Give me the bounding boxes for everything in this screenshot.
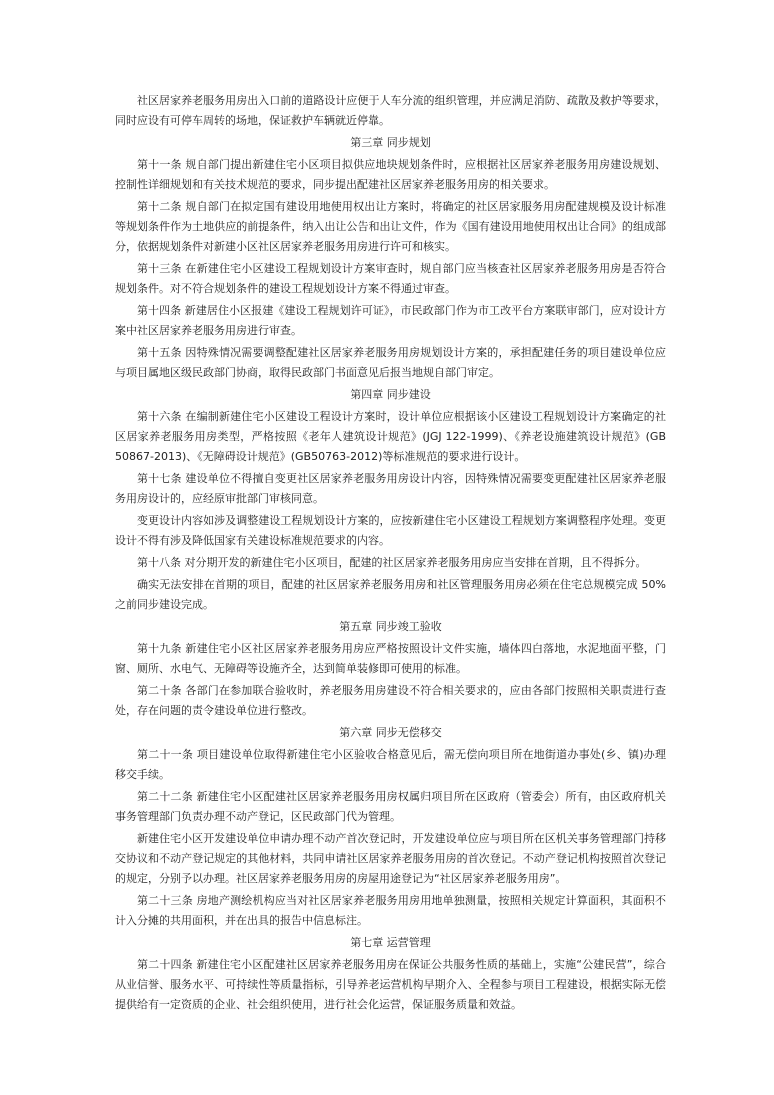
- paragraph: 第十三条 在新建住宅小区建设工程规划设计方案审查时，规自部门应当核查社区居家养老服务用房是否符合规划条件。对不符合规划条件的建设工程规划设计方案不得通过审查。: [115, 262, 666, 295]
- paragraph: 第十七条 建设单位不得擅自变更社区居家养老服务用房设计内容，因特殊情况需要变更配建社区居家养老服务用房设计的，应经原审批部门审核同意。: [115, 472, 666, 505]
- paragraph: 第二十三条 房地产测绘机构应当对社区居家养老服务用房用地单独测量，按照相关规定计算面积，其面积不计入分摊的共用面积，并在出具的报告中信息标注。: [115, 894, 666, 927]
- paragraph: 第十九条 新建住宅小区社区居家养老服务用房应严格按照设计文件实施，墙体四白落地，水泥地面平整，门窗、厕所、水电气、无障碍等设施齐全，达到简单装修即可使用的标准。: [115, 642, 666, 675]
- chapter-heading: 第七章 运营管理: [350, 936, 431, 949]
- paragraph: 第十一条 规自部门提出新建住宅小区项目拟供应地块规划条件时，应根据社区居家养老服务用房建设规划、控制性详细规划和有关技术规范的要求，同步提出配建社区居家养老服务用房的相关要求。: [115, 158, 666, 191]
- paragraph: 第十八条 对分期开发的新建住宅小区项目，配建的社区居家养老服务用房应当安排在首期，且不得拆分。: [137, 556, 647, 569]
- chapter-heading: 第五章 同步竣工验收: [339, 620, 442, 633]
- paragraph: 确实无法安排在首期的项目，配建的社区居家养老服务用房和社区管理服务用房必须在住宅总规模完成 50%之前同步建设完成。: [115, 578, 666, 611]
- paragraph: 社区居家养老服务用房出入口前的道路设计应便于人车分流的组织管理，并应满足消防、疏散及救护等要求，同时应设有可停车周转的场地，保证救护车辆就近停靠。: [115, 94, 666, 127]
- paragraph: 第二十一条 项目建设单位取得新建住宅小区验收合格意见后，需无偿向项目所在地街道办事处(乡、镇)办理移交手续。: [115, 748, 666, 781]
- paragraph: 第二十条 各部门在参加联合验收时，养老服务用房建设不符合相关要求的，应由各部门按照相关职责进行查处，存在问题的责令建设单位进行整改。: [115, 684, 666, 717]
- paragraph: 第十四条 新建居住小区报建《建设工程规划许可证》，市民政部门作为市工改平台方案联审部门，应对设计方案中社区居家养老服务用房进行审查。: [115, 304, 666, 337]
- paragraph: 第十二条 规自部门在拟定国有建设用地使用权出让方案时，将确定的社区居家服务用房配建规模及设计标准等规划条件作为土地供应的前提条件，纳入出让公告和出让文件，作为《国有建设用地使用权出让合同》的组成部分，依据规划条件对新建小区社区居家养老服务用房进行许可和核实。: [115, 200, 666, 253]
- paragraph: 第十六条 在编制新建住宅小区建设工程设计方案时，设计单位应根据该小区建设工程规划设计方案确定的社区居家养老服务用房类型，严格按照《老年人建筑设计规范》(JGJ 122-1999)、《养老设施建筑设计规范》(GB 50867-2013)、《无障碍设计规范》(GB50763-2012)等标准规范的要求进行设计。: [115, 410, 666, 463]
- paragraph: 第二十四条 新建住宅小区配建社区居家养老服务用房在保证公共服务性质的基础上，实施“公建民营”，综合从业信誉、服务水平、可持续性等质量指标，引导养老运营机构早期介入、全程参与项目工程建设，根据实际无偿提供给有一定资质的企业、社会组织使用，进行社会化运营，保证服务质量和效益。: [115, 958, 666, 1011]
- paragraph: 第十五条 因特殊情况需要调整配建社区居家养老服务用房规划设计方案的，承担配建任务的项目建设单位应与项目属地区级民政部门协商，取得民政部门书面意见后报当地规自部门审定。: [115, 346, 666, 379]
- paragraph: 新建住宅小区开发建设单位申请办理不动产首次登记时，开发建设单位应与项目所在区机关事务管理部门持移交协议和不动产登记规定的其他材料，共同申请社区居家养老服务用房的首次登记。不动产登记机构按照首次登记的规定，分别予以办理。社区居家养老服务用房的房屋用途登记为“社区居家养老服务用房”。: [115, 832, 666, 885]
- chapter-heading: 第四章 同步建设: [350, 388, 431, 401]
- chapter-heading: 第三章 同步规划: [350, 136, 431, 149]
- paragraph: 第二十二条 新建住宅小区配建社区居家养老服务用房权属归项目所在区政府（管委会）所有，由区政府机关事务管理部门负责办理不动产登记，区民政部门代为管理。: [115, 790, 666, 823]
- document-body: [115, 91, 666, 1015]
- paragraph: 变更设计内容如涉及调整建设工程规划设计方案的，应按新建住宅小区建设工程规划方案调整程序处理。变更设计不得有涉及降低国家有关建设标准规范要求的内容。: [115, 514, 666, 547]
- chapter-heading: 第六章 同步无偿移交: [339, 726, 442, 739]
